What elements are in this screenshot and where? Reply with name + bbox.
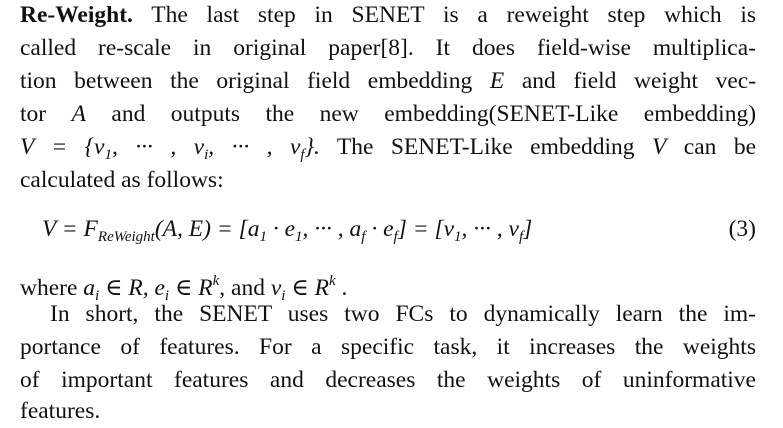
paragraph3-line-3 <box>20 365 756 395</box>
math-part: , ··· , v <box>208 134 301 160</box>
math-part: ∈ R <box>285 275 329 301</box>
eq-part: ] <box>523 216 533 242</box>
eq-subscript: f <box>361 229 366 245</box>
math-symbol-E: E <box>489 68 505 94</box>
display-equation <box>20 214 756 248</box>
eq-subscript: f <box>393 229 398 245</box>
math-part: V = {v <box>20 134 105 160</box>
line-text: called re-scale in original paper[8]. It does field-wise multiplica- <box>20 35 756 61</box>
equation-number: (3) <box>728 216 756 242</box>
line-text: portance of features. For a specific task, it increases the weights <box>20 334 756 360</box>
line-text: calculated as follows: <box>20 167 224 193</box>
math-subscript: 1 <box>104 147 112 163</box>
eq-subscript: 1 <box>295 229 303 245</box>
math-part: e <box>154 275 165 301</box>
eq-part: (A, E) = [a <box>154 216 260 242</box>
line-text: The last step in SENET is a reweight step which is <box>151 2 756 28</box>
eq-part: · e <box>266 216 296 242</box>
paragraph3-line-4 <box>20 396 100 426</box>
eq-part: ] = [v <box>397 216 455 242</box>
paragraph-line-2 <box>20 33 756 63</box>
line-text: and field weight vec- <box>521 68 757 94</box>
math-part: ∈ R <box>169 275 213 301</box>
paragraph-line-6 <box>20 165 224 195</box>
line-text: tor <box>20 101 47 127</box>
inline-math-ei <box>154 273 220 304</box>
section-heading: Re-Weight. <box>20 2 133 28</box>
line-text: The SENET-Like embedding <box>336 134 635 160</box>
math-part: a <box>83 275 96 301</box>
math-subscript: i <box>204 147 209 163</box>
math-part: , ··· , v <box>112 134 205 160</box>
eq-part: , ··· , a <box>302 216 362 242</box>
eq-part: · e <box>365 216 394 242</box>
math-subscript: f <box>300 147 305 163</box>
math-subscript: i <box>164 288 170 304</box>
line-text: . <box>335 275 348 301</box>
math-subscript: i <box>95 288 100 304</box>
inline-math-ai <box>83 275 149 304</box>
inline-math-set <box>20 134 320 163</box>
line-text: can be <box>683 134 757 160</box>
line-text: where <box>20 275 78 301</box>
paragraph3-line-2 <box>20 332 756 362</box>
paragraph-line-1 <box>20 0 756 30</box>
line-text: and outputs the new embedding(SENET-Like embedding) <box>111 101 757 127</box>
math-superscript: k <box>328 273 336 289</box>
paragraph-line-3 <box>20 66 756 96</box>
eq-subscript: ReWeight <box>97 229 155 245</box>
equation-body <box>42 214 532 252</box>
math-part: }. <box>304 134 320 160</box>
inline-math-vi <box>270 273 336 304</box>
line-text: tion between the original field embedding <box>20 68 473 94</box>
eq-subscript: 1 <box>259 229 267 245</box>
eq-part: V = F <box>42 216 98 242</box>
line-text: In short, the SENET uses two FCs to dynamically learn the im- <box>50 301 756 327</box>
paragraph-line-4 <box>20 99 756 129</box>
math-symbol-V: V <box>652 134 667 160</box>
paragraph3-line-1 <box>50 299 756 329</box>
line-text: , and <box>219 275 265 301</box>
math-subscript: i <box>281 288 286 304</box>
eq-part: , ··· , v <box>461 216 519 242</box>
math-symbol-A: A <box>71 101 86 127</box>
math-superscript: k <box>212 273 220 289</box>
math-part: v <box>270 275 282 301</box>
line-text: of important features and decreases the weights of uninformative <box>20 367 756 393</box>
eq-subscript: 1 <box>454 229 462 245</box>
math-part: ∈ R, <box>99 275 149 301</box>
line-text: features. <box>20 398 101 424</box>
eq-subscript: f <box>518 229 524 245</box>
